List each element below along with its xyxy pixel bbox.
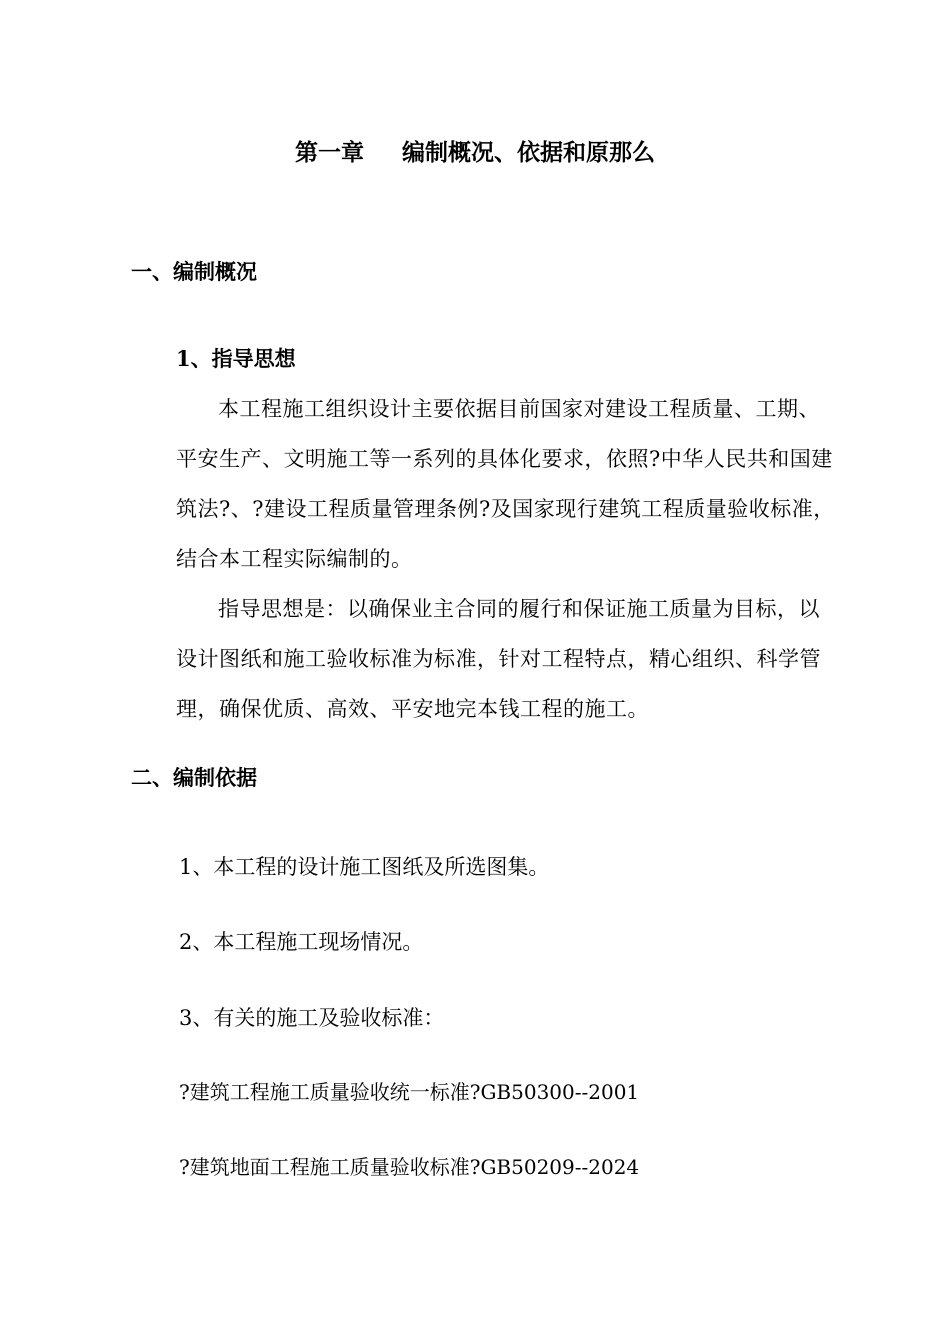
section-heading-overview: 一、编制概况 — [131, 259, 257, 284]
basis-item-standards: 3、有关的施工及验收标准： — [179, 1006, 445, 1030]
section-heading-basis: 二、编制依据 — [131, 765, 257, 790]
standard-item-gb50300: ?建筑工程施工质量验收统一标准?GB50300--2001 — [179, 1080, 640, 1104]
chapter-heading-text: 编制概况、依据和原那么 — [402, 139, 655, 166]
basis-item-drawings: 1、本工程的设计施工图纸及所选图集。 — [179, 855, 550, 879]
sub-heading-guiding-idea: 1、指导思想 — [176, 346, 296, 371]
standard-item-gb50209: ?建筑地面工程施工质量验收标准?GB50209--2024 — [179, 1155, 640, 1179]
basis-item-site: 2、本工程施工现场情况。 — [179, 930, 424, 954]
chapter-number: 第一章 — [295, 139, 364, 166]
chapter-title — [0, 133, 950, 173]
paragraph-basis: 本工程施工组织设计主要依据目前国家对建设工程质量、工期、平安生产、文明施工等一系列的具体化要求，依照?中华人民共和国建筑法?、?建设工程质量管理条例?及国家现行建筑工程质量验收标准，结合本工程实际编制的。 — [176, 397, 835, 571]
paragraph-guiding-idea: 指导思想是：以确保业主合同的履行和保证施工质量为目标，以设计图纸和施工验收标准为标准，针对工程特点，精心组织、科学管理，确保优质、高效、平安地完本钱工程的施工。 — [176, 597, 821, 721]
